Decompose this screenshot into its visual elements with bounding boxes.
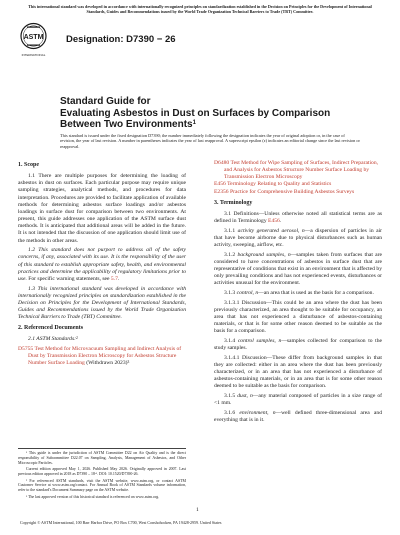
astm-logo-icon [20,22,47,62]
para-2-1-text: 2.1 ASTM Standards: [28,336,77,343]
para-3-1-3-text: —an area that is used as the basis for a comparison. [258,290,374,296]
title-line-2: Evaluating Asbestos in Dust on Surfaces by Comparison [60,107,331,119]
para-3-1-3 [214,290,382,297]
reference-e2356 [214,189,382,196]
astm-logo [20,22,47,62]
terminology-heading: 3. Terminology [214,199,253,206]
para-1-2: 1.2 This standard does not purport to address all of the safety concerns, if any, associated with its use. It is the responsibility of the user of this standard to establish appropriate safety, health, and environmental practices and determine the applicability of regulatory limitations prior to use. For specific warning statements, see 5.7. [18,247,186,282]
para-1-1: 1.1 There are multiple purposes for determining the loading of asbestos in dust on surfaces. Each particular purpose may require unique sampling strategies, analytical methods, and procedures for data interpretation. Procedures are provided to facilitate application of available methods for determining asbestos surface loadings and/or asbestos loadings in surface dust for comparison between two environments. At present, this guide addresses one application of the ASTM surface dust methods. It is anticipated that additional areas will be added in the future. It is not intended that the discussion of one application should limit use of the methods in other areas. [18,173,186,244]
para-3-1-1-text: —a dispersion of particles in air that have become airborne due to physical disturbances such as human activity, sweeping, airflow, etc. [214,227,383,249]
reference-d5755 [18,346,186,367]
e2356-link[interactable]: E2356 [214,188,229,195]
page-number: 1 [196,507,199,513]
e456-link[interactable]: E456 [214,181,226,188]
international-notice: This international standard was developed in accordance with internationally recognized principles on standardization established in the Decision on Principles for the Development of International Standards, Guides and Recommendations issued by the World Trade Organization Technical Barriers to Trade (TBT) Committee. [28,4,372,14]
document-title [60,96,360,131]
para-3-1-3-num: 3.1.3 [224,290,236,296]
e456-title-link[interactable]: Terminology Relating to Quality and Statistics [227,181,332,188]
para-3-1-6 [214,410,382,424]
right-column [214,160,382,427]
para-3-1-5-text: —any material composed of particles in a size range of <1 mm. [214,393,383,407]
para-3-1: 3.1 Definitions—Unless otherwise noted all statistical terms are as defined in Terminology E456. [214,210,382,225]
footnote-2: ² For referenced ASTM standards, visit the ASTM website, www.astm.org, or contact ASTM Customer Service at www.astm.org/contact. For Annual Book of ASTM Standards volume information, refer to the standard's Document Summary page on the ASTM website. [18,478,186,493]
logo-letters: ASTM [23,34,44,41]
left-column [18,160,186,368]
para-3-1-2-num: 3.1.2 [224,251,236,258]
e2356-title-link[interactable]: Practice for Comprehensive Building Asbestos Surveys [230,188,355,195]
para-3-1-4 [214,338,382,352]
designation: Designation: D7390 − 26 [66,34,176,45]
d5755-mark: 3 [127,360,130,365]
d5755-title-link[interactable]: Test Method for Microvacuum Sampling and Indirect Analysis of Dust by Transmission Electron Microscopy for Asbestos Structure Number Surface Loading [28,346,182,367]
para-3-1-2 [214,252,382,288]
para-3-1-4-1: 3.1.4.1 Discussion—These differ from background samples in that they are collected: either in an area where the dust has been previously characterized, or in an area that has not experienced a disturbance of asbestos-containing materials, or in an area that is for some other reason deemed to be suitable as the basis for comparison. [214,354,382,390]
e456-term-link[interactable]: E456 [268,218,280,225]
d5755-link[interactable]: D5755 [18,346,34,353]
para-3-1-6-num: 3.1.6 [224,409,236,416]
para-3-1-2-text: —samples taken from surfaces that are considered to have concentrations of asbestos in surface dust that are representative of conditions that exist in an environment that is affected by only prevailing conditions and has not experienced events, disturbances or activities unusual for the environment. [214,251,382,287]
title-line-1: Standard Guide for [60,96,151,107]
para-3-1-1-term: activity generated aerosol, n [237,227,305,234]
para-3-1-2-term: background samples, n [237,251,291,258]
para-3-1-4-term: control samples, n [237,337,282,344]
d5755-withdrawn: (Withdrawn 2023) [86,360,128,367]
para-3-1-5-term: dust, n [237,393,253,400]
para-1-2-tail: For specific warning statements, see [28,275,110,282]
copyright-line: Copyright © ASTM International, 100 Barr Harbor Drive, PO Box C700, West Conshohocken, PA 19428-2959. United States [20,520,222,525]
para-3-1-6-text: —well defined three-dimensional area and everything that is in it. [214,409,382,423]
reference-e456 [214,181,382,188]
title-line-3-text: Between Two Environments [60,119,193,130]
footnote-1: ¹ This guide is under the jurisdiction of ASTM Committee D22 on Air Quality and is the direct responsibility of Subcommittee D22.07 on Sampling, Analysis, Management of Asbestos, and Other Microscopic Particles. [18,451,186,465]
para-3-1-text: 3.1 Definitions—Unless otherwise noted all statistical terms are as defined in Terminology [214,210,382,225]
para-3-1-3-term: control, n [236,290,259,296]
scope-heading: 1. Scope [18,162,39,168]
d6480-link[interactable]: D6480 [214,160,230,166]
para-3-1-1-num: 3.1.1 [224,227,236,234]
ref-5-7-link[interactable]: 5.7 [110,275,118,282]
standard-issue-note: This standard is issued under the fixed designation D7390; the number immediately following the designation indicates the year of original adoption or, in the case of revision, the year of last revision. A number in parentheses indicates the year of last reapproval. A superscript epsilon (ε) indicates an editorial change since the last revision or reapproval. [60,133,360,149]
para-3-1-5-num: 3.1.5 [224,393,236,400]
footnotes [18,448,186,501]
footnote-3: ³ The last approved version of this historical standard is referenced on www.astm.org. [26,494,160,499]
title-line-3 [60,119,360,131]
para-3-1-6-term: environment, n [239,409,276,416]
para-2-1-mark: 2 [76,336,78,341]
para-3-1-3-1: 3.1.3.1 Discussion—This could be an area where the dust has been previously characterized, an area thought to be suitable for occupancy, an area that has not experienced a disturbance of asbestos-containing materials, or that is for some other reason deemed to be suitable as the basis for a comparison. [214,299,382,335]
refdocs-heading: 2. Referenced Documents [18,325,84,332]
para-2-1 [18,336,186,343]
para-3-1-4-num: 3.1.4 [224,337,236,344]
para-1-2-text: 1.2 This standard does not purport to address all of the safety concerns, if any, associated with its use. It is the responsibility of the user of this standard to establish appropriate safety, health, and environmental practices and determine the applicability of regulatory limitations prior to use. [18,247,186,282]
title-footnote-mark: 1 [192,120,196,126]
d6480-title-link[interactable]: Test Method for Wipe Sampling of Surfaces, Indirect Preparation, and Analysis for Asbestos Structure Number Surface Loading by Transmission Electron Microscopy [224,160,379,181]
para-3-1-5 [214,393,382,407]
logo-caption: INTERNATIONAL [21,53,46,57]
reference-d6480 [214,160,382,181]
footnote-1-edition: Current edition approved May 1, 2026. Published May 2026. Originally approved in 2007. Last previous edition approved in 2018 as D7390 – 18ᵋ¹. DOI: 10.1520/D7390-26. [18,467,186,477]
para-3-1-4-text: —samples collected for comparison to the study samples. [214,337,383,352]
para-3-1-1 [214,228,382,249]
para-1-3: 1.3 This international standard was developed in accordance with internationally recognized principles on standardization established in the Decision on Principles for the Development of International Standards, Guides and Recommendations issued by the World Trade Organization Technical Barriers to Trade (TBT) Committee. [18,285,186,321]
